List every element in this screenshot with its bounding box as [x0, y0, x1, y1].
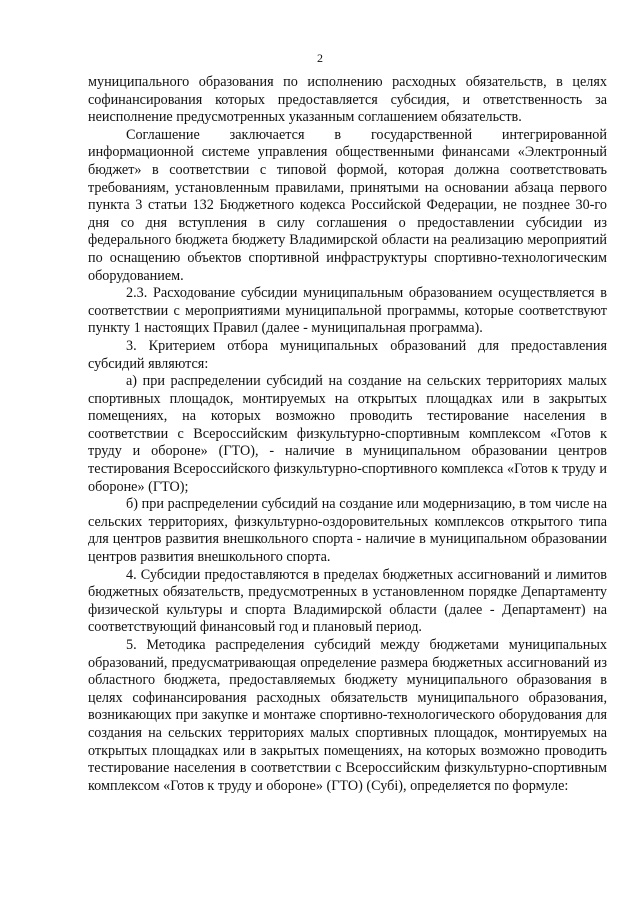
paragraph-5: 5. Методика распределения субсидий между бюджетами муниципальных образований, предусматривающая определение размера бюджетных ассигнований из областного бюджета, предоставляемых бюджету муниципального образования в целях софинансирования расходных обязательств муниципального образования, возникающих при закупке и монтаже спортивно-технологического оборудования для создания на сельских территориях малых спортивных площадок, монтируемых на открытых площадках или в закрытых помещениях, на которых возможно проводить тестирование населения в соответствии с Всероссийским физкультурно-спортивным комплексом «Готов к труду и обороне» (ГТО) (Субi), определяется по формуле:: [88, 637, 607, 794]
paragraph-3: 3. Критерием отбора муниципальных образований для предоставления субсидий являются:: [88, 337, 607, 372]
page-number: 2: [317, 51, 323, 65]
paragraph-3a: а) при распределении субсидий на создание на сельских территориях малых спортивных площадок, монтируемых на открытых площадках или в закрытых помещениях, на которых возможно проводить тестирование населения в соответствии с Всероссийским физкультурно-спортивным комплексом «Готов к труду и обороне» (ГТО), - наличие в муниципальном образовании центров тестирования Всероссийского физкультурно-спортивного комплекса «Готов к труду и обороне» (ГТО);: [88, 373, 607, 495]
paragraph-3b: б) при распределении субсидий на создание или модернизацию, в том числе на сельских территориях, физкультурно-оздоровительных комплексов открытого типа для центров развития внешкольного спорта - наличие в муниципальном образовании центров развития внешкольного спорта.: [88, 496, 607, 566]
paragraph-2-3: 2.3. Расходование субсидии муниципальным образованием осуществляется в соответствии с мероприятиями муниципальной программы, которые соответствуют пункту 1 настоящих Правил (далее - муниципальная программа).: [88, 285, 607, 337]
paragraph-continuation: муниципального образования по исполнению расходных обязательств, в целях софинансирования которых предоставляется субсидия, и ответственность за неисполнение предусмотренных указанным соглашением обязательств.: [88, 74, 607, 126]
paragraph-4: 4. Субсидии предоставляются в пределах бюджетных ассигнований и лимитов бюджетных обязательств, предусмотренных в установленном порядке Департаменту физической культуры и спорта Владимирской области (далее - Департамент) на соответствующий финансовый год и плановый период.: [88, 566, 607, 636]
document-body: [88, 0, 607, 795]
paragraph-agreement: Соглашение заключается в государственной интегрированной информационной системе управления общественными финансами «Электронный бюджет» в соответствии с типовой формой, которая должна соответствовать требованиям, установленным правилами, принятыми на основании абзаца первого пункта 3 статьи 132 Бюджетного кодекса Российской Федерации, не позднее 30-го дня со дня вступления в силу соглашения о предоставлении субсидии из федерального бюджета бюджету Владимирской области на реализацию мероприятий по оснащению объектов спортивной инфраструктуры спортивно-технологическим оборудованием.: [88, 126, 607, 284]
